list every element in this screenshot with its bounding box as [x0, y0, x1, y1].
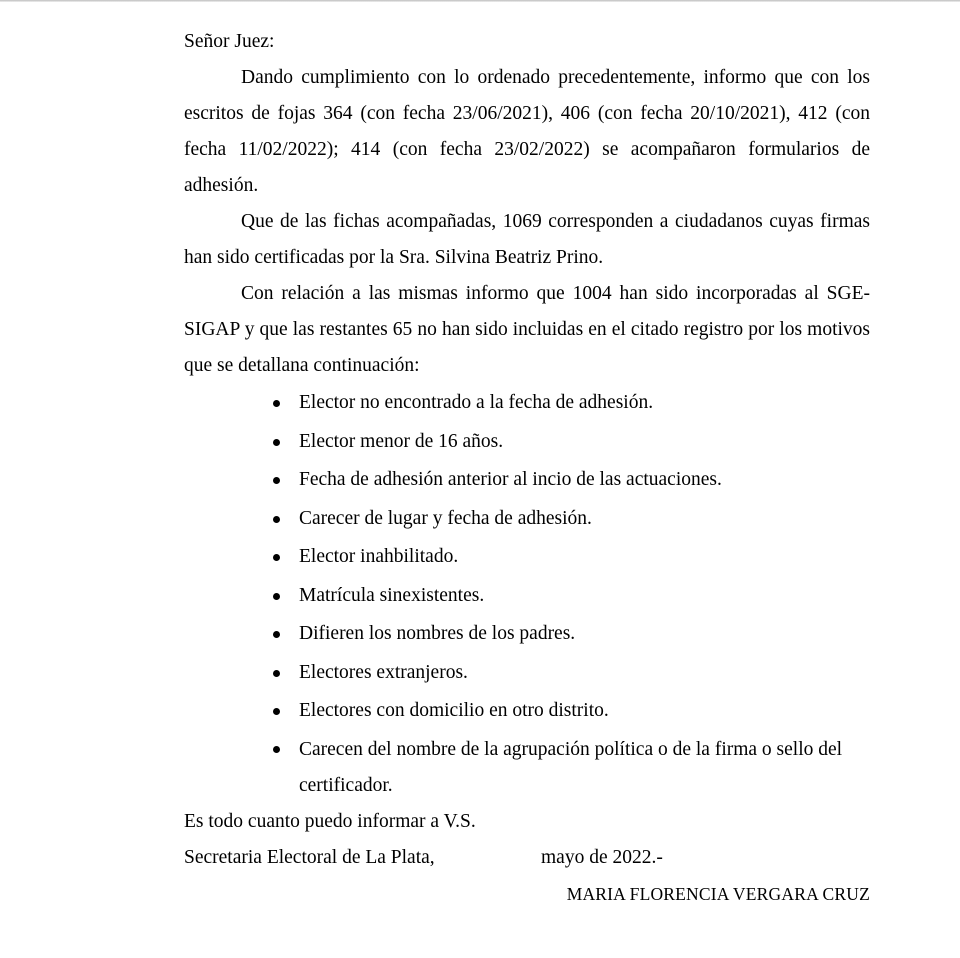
- list-item: Electores extranjeros.: [299, 654, 870, 693]
- place: Secretaria Electoral de La Plata,: [184, 846, 435, 868]
- list-item: Elector menor de 16 años.: [299, 423, 870, 462]
- paragraph-fichas: Que de las fichas acompañadas, 1069 corresponden a ciudadanos cuyas firmas han sido certificadas por la Sra. Silvina Beatriz Prino.: [184, 211, 870, 268]
- list-item: Elector no encontrado a la fecha de adhesión.: [299, 384, 870, 423]
- list-item: Electores con domicilio en otro distrito.: [299, 692, 870, 731]
- list-item: Matrícula sinexistentes.: [299, 577, 870, 616]
- place-date-line: [184, 840, 870, 876]
- list-item: Carecer de lugar y fecha de adhesión.: [299, 500, 870, 539]
- paragraph-motivos: Con relación a las mismas informo que 1004 han sido incorporadas al SGE-SIGAP y que las restantes 65 no han sido incluidas en el citado registro por los motivos que se detallana continuación:: [184, 283, 870, 376]
- date: mayo de 2022.-: [541, 846, 663, 868]
- closing-line: Es todo cuanto puedo informar a V.S.: [184, 810, 476, 832]
- salutation: Señor Juez:: [184, 31, 275, 52]
- page-top-edge: [0, 0, 960, 2]
- reasons-list: [184, 384, 870, 804]
- paragraph-fojas: Dando cumplimiento con lo ordenado precedentemente, informo que con los escritos de fojas 364 (con fecha 23/06/2021), 406 (con fecha 20/10/2021), 412 (con fecha 11/02/2022); 414 (con fecha 23/02/2022) se acompañaron formularios de adhesión.: [184, 67, 870, 196]
- document-page: [184, 24, 870, 912]
- list-item: Difieren los nombres de los padres.: [299, 615, 870, 654]
- list-item: Elector inahbilitado.: [299, 538, 870, 577]
- list-item: Fecha de adhesión anterior al incio de las actuaciones.: [299, 461, 870, 500]
- list-item: Carecen del nombre de la agrupación política o de la firma o sello del certificador.: [299, 731, 870, 804]
- signatory-name: MARIA FLORENCIA VERGARA CRUZ: [566, 883, 870, 904]
